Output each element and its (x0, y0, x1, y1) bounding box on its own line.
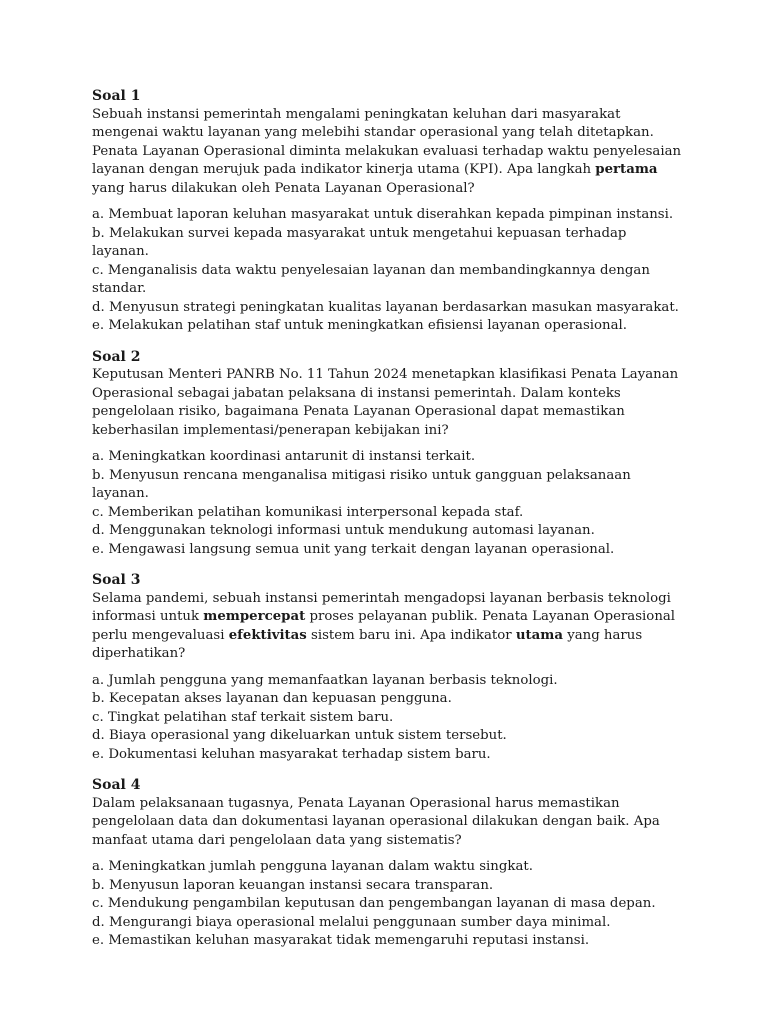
question-title: Soal 3 (92, 572, 141, 588)
question-title: Soal 1 (92, 88, 141, 104)
question-text-emphasis: pertama (595, 162, 658, 177)
option-e: e. Melakukan pelatihan staf untuk meningkatkan efisiensi layanan operasional. (92, 318, 628, 333)
question-text-part: Selama pandemi, sebuah instansi pemerintah mengadopsi layanan berbasis teknologi informasi untuk (92, 590, 671, 624)
question-text-part: Sebuah instansi pemerintah mengalami peningkatan keluhan dari masyarakat mengenai waktu layanan yang melebihi standar operasional yang telah ditetapkan. Penata Layanan Operasional diminta melakukan evaluasi terhadap waktu penyelesaian layanan dengan merujuk pada indikator kinerja utama (KPI). Apa langkah (92, 106, 682, 177)
question-text: Dalam pelaksanaan tugasnya, Penata Layanan Operasional harus memastikan pengelolaan data dan dokumentasi layanan operasional dilakukan dengan baik. Apa manfaat utama dari pengelolaan data yang sistematis? (92, 795, 660, 848)
option-b: b. Menyusun laporan keuangan instansi secara transparan. (92, 877, 494, 893)
document-page (92, 87, 682, 963)
question-text-part: yang harus diperhatikan? (92, 627, 643, 661)
question-text-emphasis: mempercepat (203, 609, 306, 624)
option-c: c. Tingkat pelatihan staf terkait sistem baru. (92, 709, 394, 725)
option-b: b. Melakukan survei kepada masyarakat untuk mengetahui kepuasan terhadap layanan. (92, 225, 627, 259)
option-c: c. Memberikan pelatihan komunikasi interpersonal kepada staf. (92, 504, 524, 520)
question-4 (92, 776, 682, 951)
question-1 (92, 87, 682, 336)
option-e: e. Dokumentasi keluhan masyarakat terhadap sistem baru. (92, 746, 491, 762)
option-a: a. Meningkatkan koordinasi antarunit di instansi terkait. (92, 449, 476, 464)
question-text-part: proses pelayanan publik. Penata Layanan Operasional perlu mengevaluasi (92, 609, 676, 643)
option-e: e. Mengawasi langsung semua unit yang terkait dengan layanan operasional. (92, 541, 615, 557)
option-list (92, 206, 682, 336)
question-text: Keputusan Menteri PANRB No. 11 Tahun 2024 menetapkan klasifikasi Penata Layanan Operasional sebagai jabatan pelaksana di instansi pemerintah. Dalam konteks pengelolaan risiko, bagaimana Penata Layanan Operasional dapat memastikan keberhasilan implementasi/penerapan kebijakan ini? (92, 367, 679, 438)
question-title: Soal 4 (92, 777, 141, 793)
question-text (92, 590, 682, 664)
option-c: c. Menganalisis data waktu penyelesaian layanan dan membandingkannya dengan standar. (92, 262, 650, 296)
question-text-emphasis: efektivitas (228, 627, 307, 643)
option-b: b. Kecepatan akses layanan dan kepuasan pengguna. (92, 691, 452, 706)
question-3 (92, 571, 682, 764)
question-title: Soal 2 (92, 348, 141, 365)
option-a: a. Jumlah pengguna yang memanfaatkan layanan berbasis teknologi. (92, 672, 558, 688)
question-text-part: yang harus dilakukan oleh Penata Layanan Operasional? (92, 180, 475, 196)
option-list (92, 858, 682, 951)
question-text-part: sistem baru ini. Apa indikator (306, 627, 516, 643)
option-d: d. Menggunakan teknologi informasi untuk mendukung automasi layanan. (92, 523, 595, 538)
option-a: a. Meningkatkan jumlah pengguna layanan dalam waktu singkat. (92, 859, 533, 874)
question-text (92, 106, 682, 199)
option-e: e. Memastikan keluhan masyarakat tidak memengaruhi reputasi instansi. (92, 933, 590, 948)
option-list (92, 672, 682, 765)
option-d: d. Menyusun strategi peningkatan kualitas layanan berdasarkan masukan masyarakat. (92, 299, 679, 315)
option-list (92, 448, 682, 559)
option-b: b. Menyusun rencana menganalisa mitigasi risiko untuk gangguan pelaksanaan layanan. (92, 467, 631, 501)
question-2 (92, 348, 682, 560)
option-a: a. Membuat laporan keluhan masyarakat untuk diserahkan kepada pimpinan instansi. (92, 207, 674, 222)
option-d: d. Mengurangi biaya operasional melalui penggunaan sumber daya minimal. (92, 914, 611, 930)
question-text-emphasis: utama (515, 627, 563, 643)
option-d: d. Biaya operasional yang dikeluarkan untuk sistem tersebut. (92, 728, 507, 743)
option-c: c. Mendukung pengambilan keputusan dan pengembangan layanan di masa depan. (92, 896, 656, 911)
